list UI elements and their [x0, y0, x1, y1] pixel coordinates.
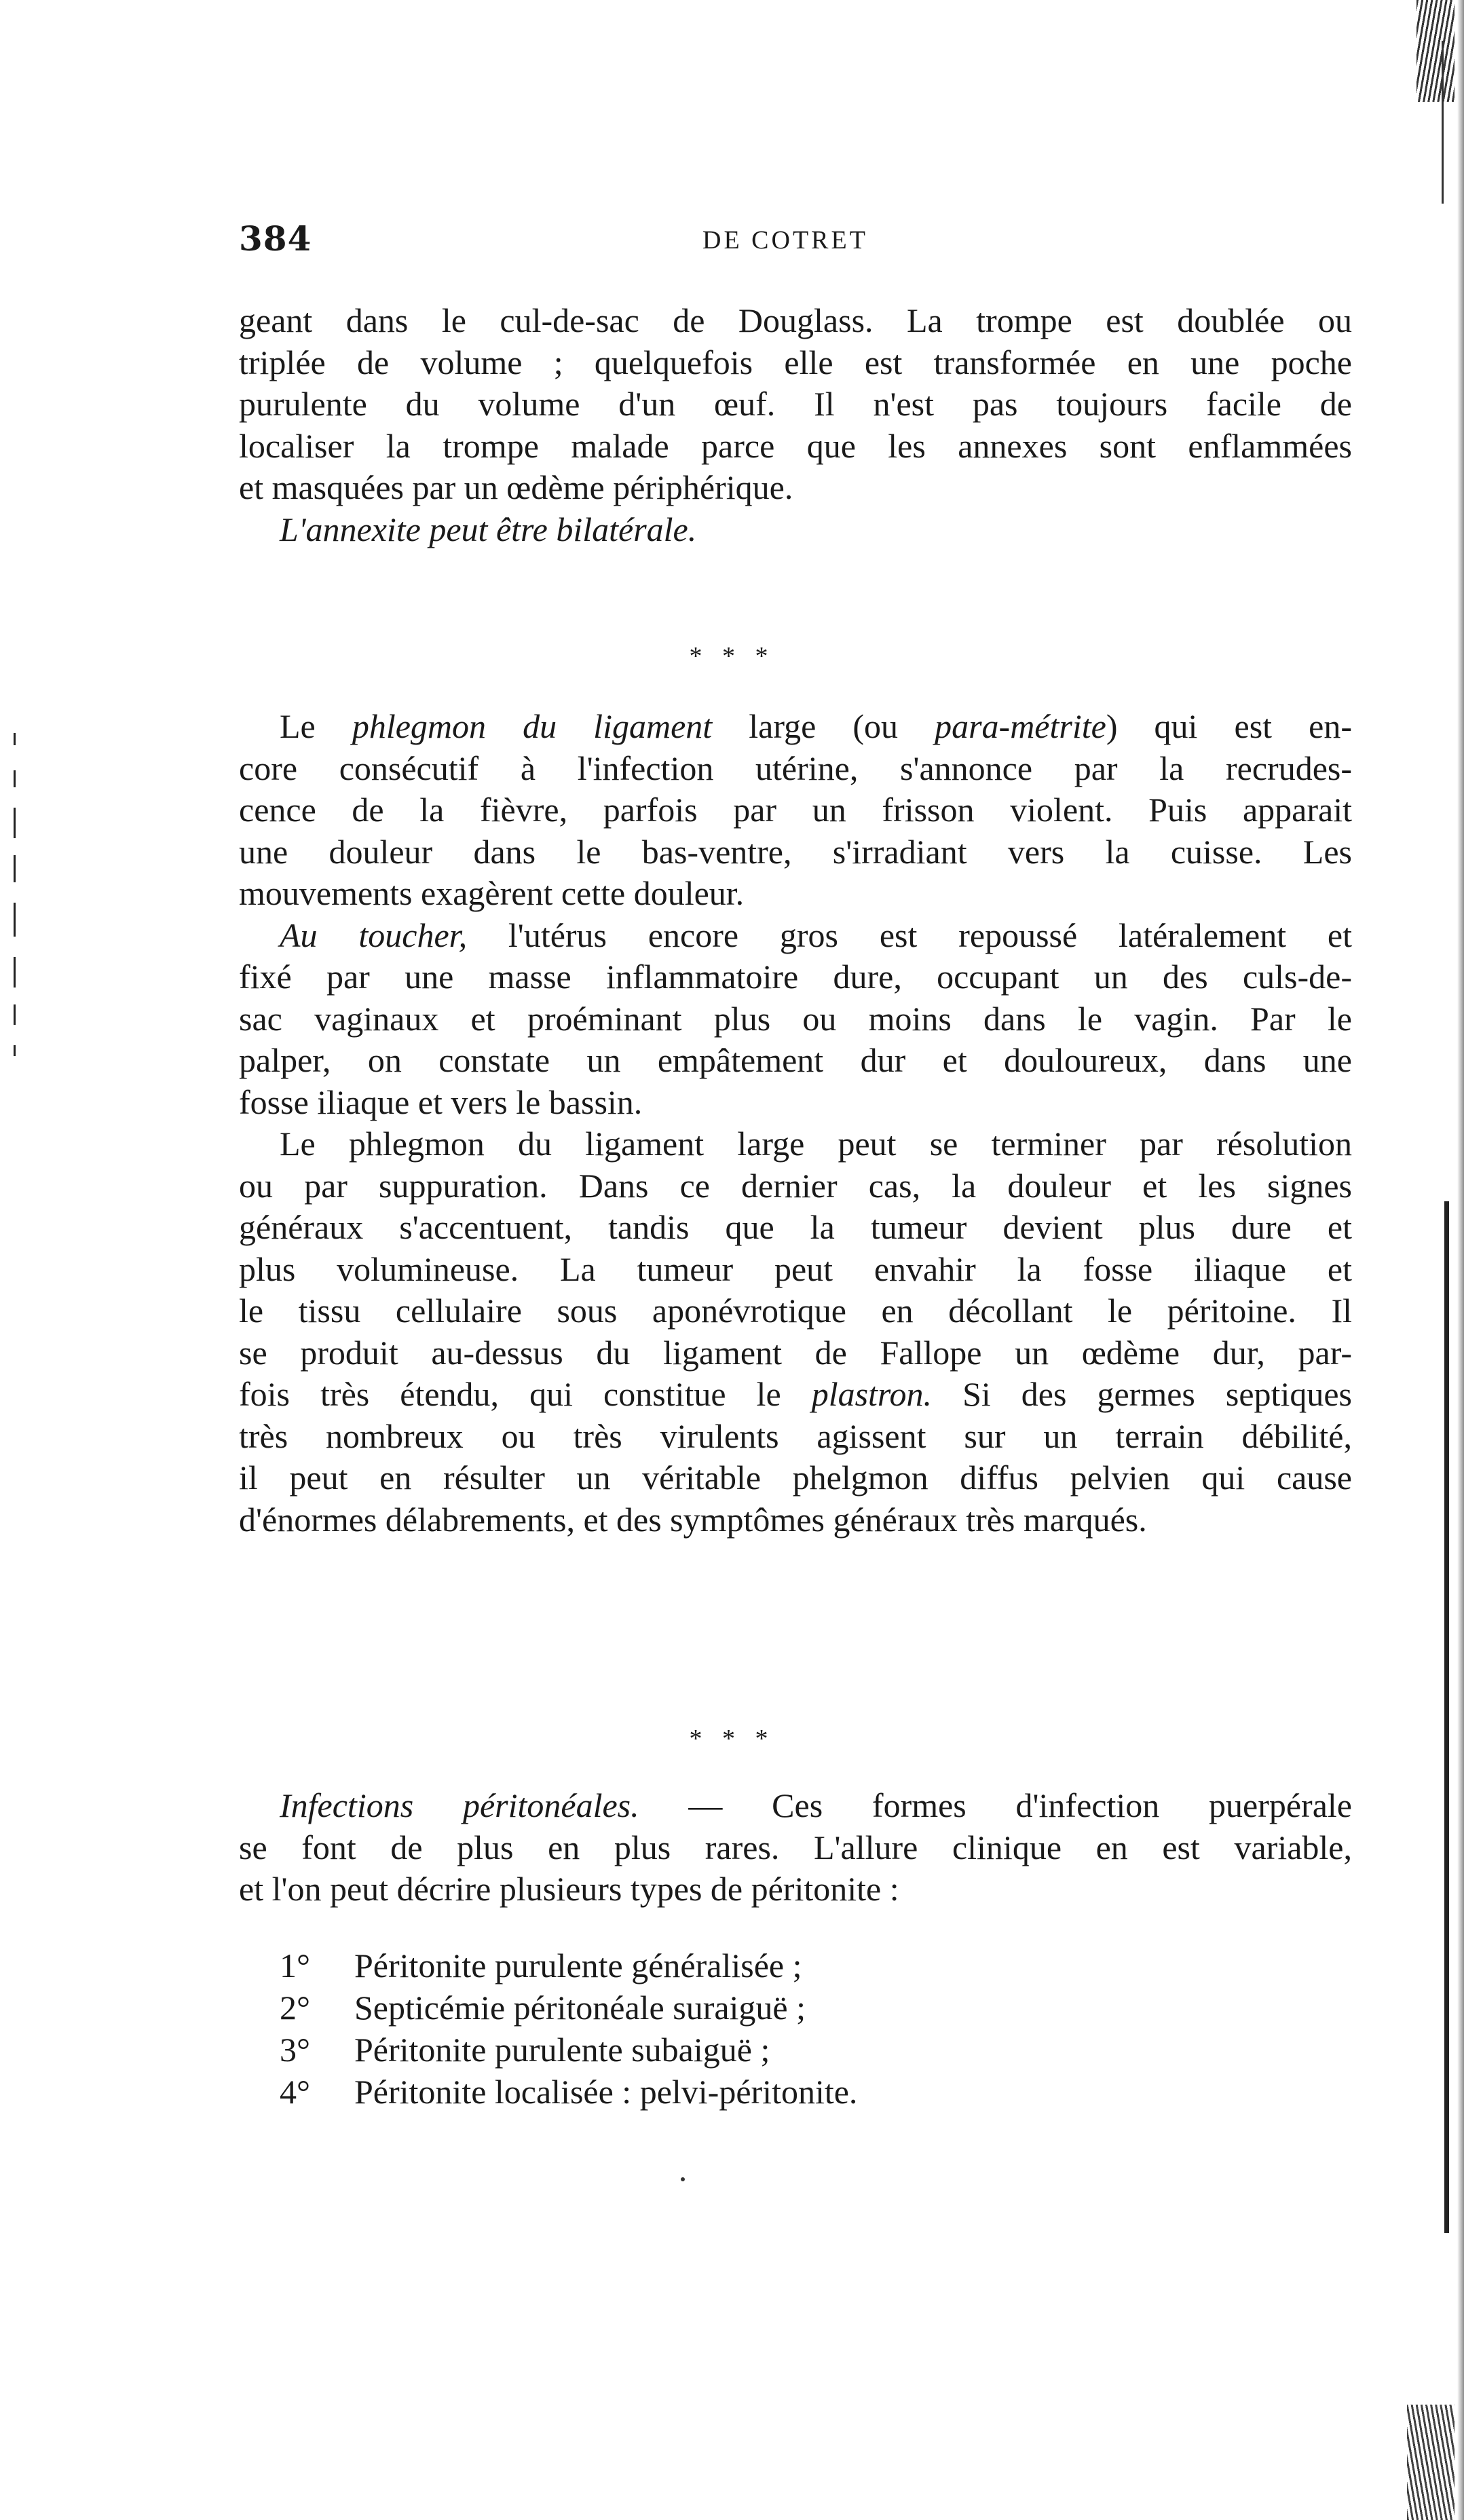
text-line: cence de la fièvre, parfois par un frisson violent. Puis apparait	[239, 791, 1352, 829]
term-infections-peritoneales: Infections péritonéales.	[280, 1786, 639, 1824]
list-item-number: 1°	[280, 1947, 310, 1985]
list-item	[280, 2029, 857, 2071]
list-item-text: Péritonite purulente généralisée ;	[354, 1947, 802, 1985]
text-line: geant dans le cul-de-sac de Douglass. La trompe est doublée ou	[239, 301, 1352, 339]
text-line: fixé par une masse inflammatoire dure, occupant un des culs-de-	[239, 958, 1352, 996]
text-line: core consécutif à l'infection utérine, s'annonce par la recrudes-	[239, 749, 1352, 787]
paragraph-first-line: Au toucher, l'utérus encore gros est repoussé latéralement et	[280, 916, 1353, 954]
text-line: sac vaginaux et proéminant plus ou moins dans le vagin. Par le	[239, 999, 1352, 1038]
text-line: le tissu cellulaire sous aponévrotique en décollant le péritoine. Il	[239, 1292, 1352, 1330]
list-item-text: Péritonite purulente subaiguë ;	[354, 2031, 770, 2069]
list-item	[280, 1944, 857, 1987]
scan-edge-shadow	[1457, 0, 1464, 2520]
paragraph-first-line: Le phlegmon du ligament large (ou para-métrite) qui est en-	[280, 707, 1352, 745]
running-title: DE COTRET	[702, 226, 868, 255]
term-au-toucher: Au toucher,	[280, 916, 468, 954]
ink-speck	[681, 2177, 685, 2181]
list-item-number: 4°	[280, 2073, 310, 2111]
term-phlegmon: phlegmon du ligament	[352, 707, 713, 745]
text-line: très nombreux ou très virulents agissent sur un terrain débilité,	[239, 1416, 1352, 1455]
scan-corner-artifact-bottom	[1407, 2405, 1454, 2520]
text-line: palper, on constate un empâtement dur et douloureux, dans une	[239, 1041, 1352, 1079]
scan-left-marks	[14, 733, 18, 1066]
text-line: d'énormes délabrements, et des symptômes généraux très marqués.	[239, 1500, 1147, 1539]
scan-corner-artifact-top	[1416, 0, 1454, 102]
section-separator: * * *	[689, 1725, 775, 1753]
section-separator: * * *	[689, 642, 775, 671]
section-phlegmon	[239, 706, 1352, 1541]
text-line: une douleur dans le bas-ventre, s'irradiant vers la cuisse. Les	[239, 832, 1352, 871]
italic-line: L'annexite peut être bilatérale.	[280, 510, 697, 548]
section-annexite	[239, 300, 1352, 550]
text-line: se font de plus en plus rares. L'allure clinique en est variable,	[239, 1828, 1352, 1866]
text-line: et masquées par un œdème périphérique.	[239, 468, 793, 506]
term-plastron: plastron.	[811, 1375, 933, 1413]
list-item-text: Péritonite localisée : pelvi-péritonite.	[354, 2073, 858, 2111]
text-line: il peut en résulter un véritable phelgmon diffus pelvien qui cause	[239, 1459, 1352, 1497]
text-line: et l'on peut décrire plusieurs types de péritonite :	[239, 1870, 899, 1908]
text-line: ou par suppuration. Dans ce dernier cas, la douleur et les signes	[239, 1166, 1352, 1205]
scan-margin-line-top	[1442, 41, 1444, 204]
text-line: se produit au-dessus du ligament de Fallope un œdème dur, par-	[239, 1333, 1352, 1372]
text-line: mouvements exagèrent cette douleur.	[239, 874, 745, 912]
text-line: généraux s'accentuent, tandis que la tumeur devient plus dure et	[239, 1208, 1352, 1246]
list-item	[280, 2071, 857, 2113]
paragraph-first-line: Infections péritonéales. — Ces formes d'infection puerpérale	[280, 1786, 1352, 1824]
text-line: Le phlegmon du ligament large peut se terminer par résolution	[280, 1125, 1352, 1163]
list-item	[280, 1987, 857, 2029]
text-line: purulente du volume d'un œuf. Il n'est pas toujours facile de	[239, 385, 1352, 423]
section-infections-peritoneales	[239, 1785, 1352, 1911]
text-line: plus volumineuse. La tumeur peut envahir la fosse iliaque et	[239, 1249, 1352, 1288]
peritonite-types-list	[280, 1944, 857, 2113]
scan-margin-line	[1444, 1201, 1449, 2233]
text-line: fois très étendu, qui constitue le plastron. Si des germes septiques	[239, 1375, 1352, 1413]
list-item-text: Septicémie péritonéale suraiguë ;	[354, 1989, 806, 2027]
list-item-number: 2°	[280, 1989, 310, 2027]
page-number: 384	[239, 219, 312, 259]
text-line: fosse iliaque et vers le bassin.	[239, 1083, 643, 1121]
text-line: localiser la trompe malade parce que les annexes sont enflammées	[239, 426, 1352, 465]
list-item-number: 3°	[280, 2031, 310, 2069]
text-line: triplée de volume ; quelquefois elle est transformée en une poche	[239, 343, 1352, 381]
term-para-metrite: para-métrite	[935, 707, 1106, 745]
